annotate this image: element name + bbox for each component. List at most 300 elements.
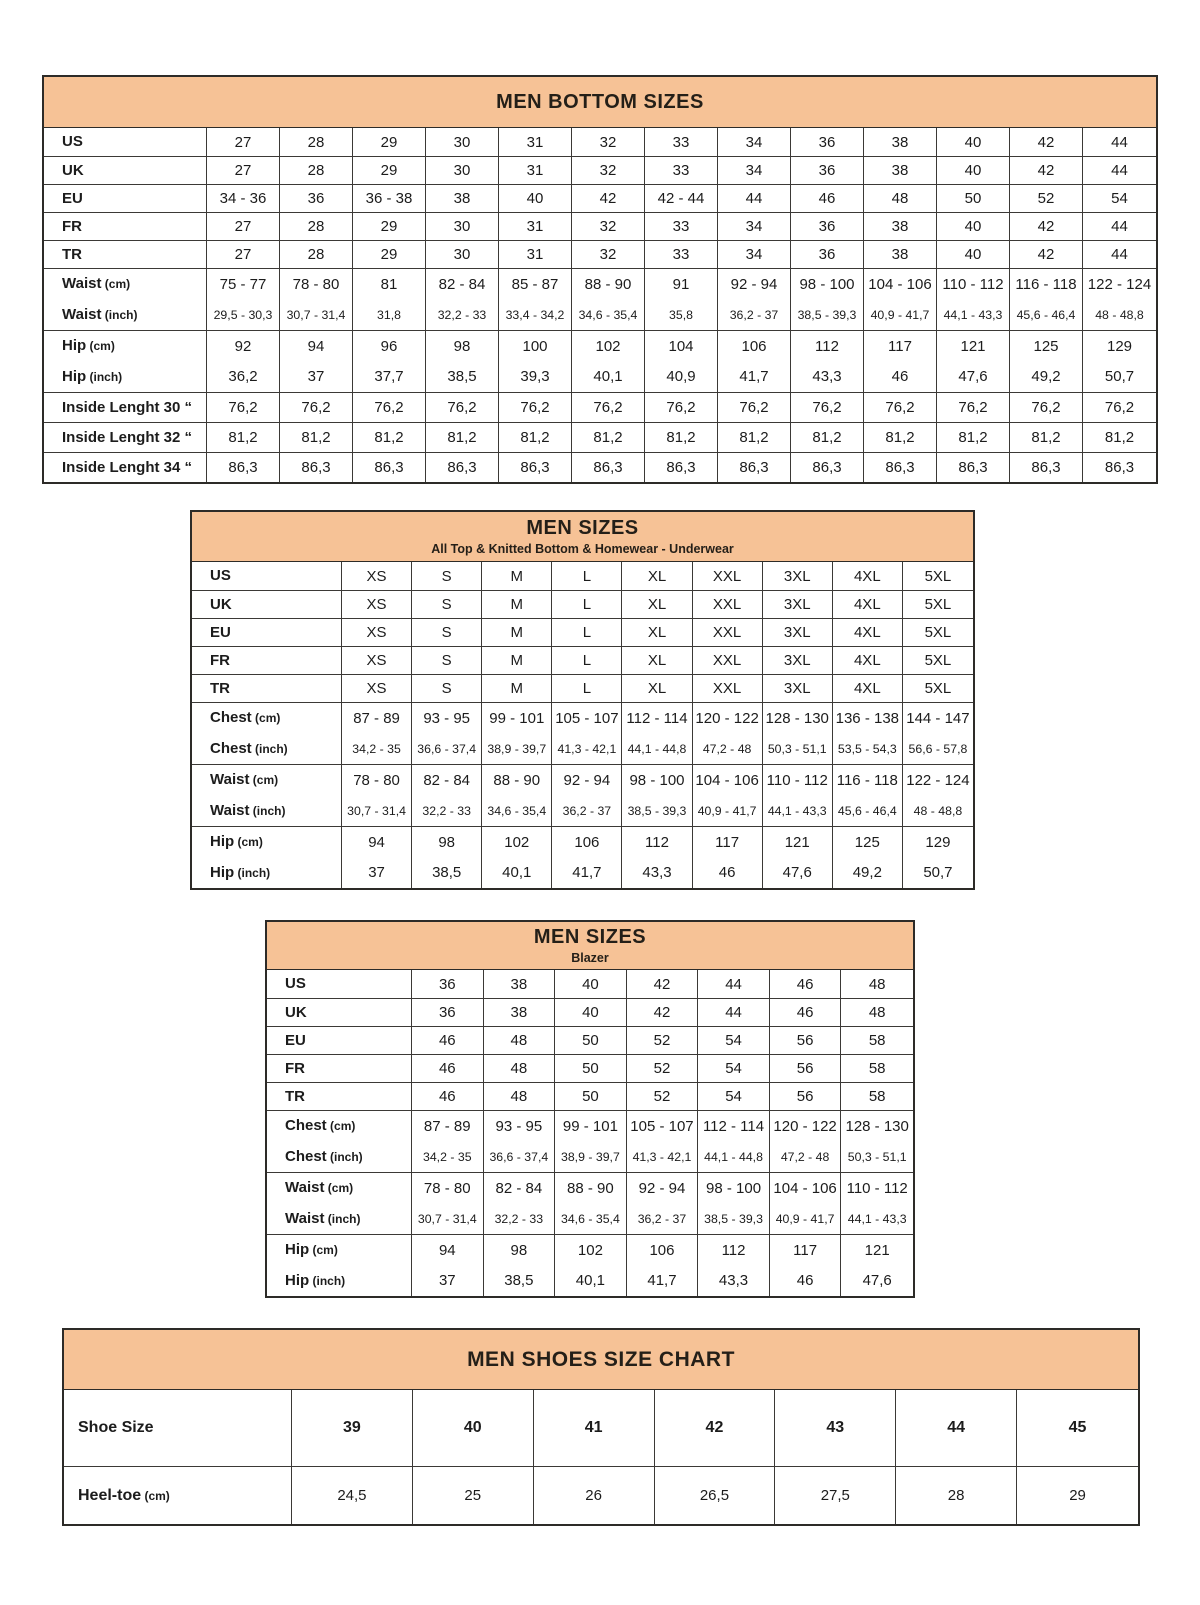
row-label: Chest (inch) — [267, 1141, 412, 1172]
table-cell: 81,2 — [791, 422, 864, 452]
row-label: UK — [192, 590, 342, 618]
table-cell: 125 — [833, 826, 903, 857]
table-cell: 76,2 — [937, 392, 1010, 422]
table-row-tr — [44, 240, 1156, 268]
table-cell: 38,5 - 39,3 — [698, 1203, 770, 1234]
table-row-us — [44, 128, 1156, 156]
table-row-tr — [192, 674, 973, 702]
table-cell: 38 — [864, 156, 937, 184]
table-cell: 86,3 — [718, 452, 791, 482]
table-cell: 93 - 95 — [412, 702, 482, 733]
table-cell: 48 — [841, 998, 913, 1026]
table-cell: 122 - 124 — [903, 764, 973, 795]
table-cell: 34,2 - 35 — [342, 733, 412, 764]
table-cell: 106 — [627, 1234, 699, 1265]
table-cell: 112 - 114 — [622, 702, 692, 733]
table-cell: 38,5 — [484, 1265, 556, 1296]
table-cell: 50 — [555, 1082, 627, 1110]
table-cell: 98 - 100 — [622, 764, 692, 795]
table-cell: 86,3 — [499, 452, 572, 482]
table-header — [267, 922, 913, 970]
table-cell: 98 — [426, 330, 499, 361]
table-cell: 53,5 - 54,3 — [833, 733, 903, 764]
table-cell: 44 — [896, 1390, 1017, 1466]
table-cell: 44 — [1083, 240, 1156, 268]
table-cell: XL — [622, 674, 692, 702]
table-cell: 81,2 — [353, 422, 426, 452]
table-cell: 81,2 — [864, 422, 937, 452]
table-cell: 50 — [555, 1054, 627, 1082]
table-cell: 40 — [555, 998, 627, 1026]
table-cell: 45 — [1068, 1419, 1087, 1436]
table-cell: 36 — [791, 212, 864, 240]
table-cell: 44 — [1083, 156, 1156, 184]
table-cell: 42 — [572, 184, 645, 212]
table-cell: S — [412, 590, 482, 618]
table-cell: 52 — [1010, 184, 1083, 212]
table-cell: 3XL — [763, 590, 833, 618]
table-cell: 40 — [555, 970, 627, 998]
table-cell: 104 - 106 — [770, 1172, 842, 1203]
table-cell: 81,2 — [280, 422, 353, 452]
table-title: MEN SIZES — [533, 926, 647, 948]
table-cell: 43 — [775, 1390, 896, 1466]
table-cell: 121 — [937, 330, 1010, 361]
table-cell: 44,1 - 44,8 — [622, 733, 692, 764]
table-cell: 30,7 - 31,4 — [280, 299, 353, 330]
table-cell: L — [552, 618, 622, 646]
table-cell: 129 — [1083, 330, 1156, 361]
table-cell: 41,7 — [627, 1265, 699, 1296]
row-label: UK — [267, 998, 412, 1026]
table-cell: L — [552, 646, 622, 674]
table-cell: 112 — [698, 1234, 770, 1265]
table-cell: 87 - 89 — [342, 702, 412, 733]
table-cell: 54 — [698, 1054, 770, 1082]
table-cell: 3XL — [763, 618, 833, 646]
table-cell: 26 — [534, 1466, 655, 1524]
table-cell: 50,3 - 51,1 — [847, 1149, 907, 1164]
table-cell: 36 — [791, 156, 864, 184]
table-subtitle: All Top & Knitted Bottom & Homewear - Underwear — [431, 542, 734, 556]
table-cell: 42 — [627, 998, 699, 1026]
table-cell: 85 - 87 — [499, 268, 572, 299]
table-cell: 78 - 80 — [280, 268, 353, 299]
table-cell: 76,2 — [791, 392, 864, 422]
men-sizes-blazer-table — [265, 920, 915, 1298]
table-cell: 44 — [1083, 212, 1156, 240]
table-cell: 76,2 — [207, 392, 280, 422]
table-cell: 47,2 - 48 — [693, 733, 763, 764]
table-row-fr — [267, 1054, 913, 1082]
table-cell: 30,7 - 31,4 — [342, 795, 412, 826]
table-cell: 39 — [292, 1390, 413, 1466]
table-cell: 76,2 — [1083, 392, 1156, 422]
row-label: Hip (inch) — [267, 1265, 412, 1296]
row-label: EU — [267, 1026, 412, 1054]
table-cell: 28 — [896, 1466, 1017, 1524]
table-cell: 105 - 107 — [627, 1110, 699, 1141]
table-row-eu — [267, 1026, 913, 1054]
table-cell: 81,2 — [426, 422, 499, 452]
table-cell: 86,3 — [864, 452, 937, 482]
row-label: Chest (cm) — [192, 702, 342, 733]
table-cell: 76,2 — [864, 392, 937, 422]
table-cell: 58 — [841, 1054, 913, 1082]
table-cell: 82 - 84 — [426, 268, 499, 299]
table-cell: 36 — [412, 998, 484, 1026]
table-cell: 136 - 138 — [833, 702, 903, 733]
table-cell: XXL — [693, 590, 763, 618]
table-cell: 46 — [770, 970, 842, 998]
table-cell: 112 - 114 — [698, 1110, 770, 1141]
table-cell: 88 - 90 — [482, 764, 552, 795]
table-cell: 121 — [763, 826, 833, 857]
table-cell: 128 - 130 — [763, 702, 833, 733]
table-cell: L — [552, 674, 622, 702]
table-cell: 46 — [412, 1054, 484, 1082]
table-cell: 31 — [499, 156, 572, 184]
table-cell: XS — [342, 562, 412, 590]
table-cell: 75 - 77 — [207, 268, 280, 299]
table-cell: 99 - 101 — [555, 1110, 627, 1141]
table-cell: 34 — [718, 128, 791, 156]
table-cell: 104 — [645, 330, 718, 361]
table-row-waist-cm — [192, 764, 973, 795]
table-cell: 56,6 - 57,8 — [908, 741, 968, 756]
table-cell: 38,5 - 39,3 — [622, 795, 692, 826]
table-row-chest-cm — [267, 1110, 913, 1141]
table-title: MEN SIZES — [526, 517, 639, 539]
table-cell: 42 — [1010, 212, 1083, 240]
table-row-waist-inch — [267, 1203, 913, 1234]
table-row-fr — [44, 212, 1156, 240]
row-label: Hip (inch) — [192, 857, 342, 888]
table-cell: 48 - 48,8 — [1095, 307, 1144, 322]
table-cell: 40,9 - 41,7 — [770, 1203, 842, 1234]
table-cell: 125 — [1010, 330, 1083, 361]
table-cell: 100 — [499, 330, 572, 361]
table-cell: 33 — [645, 240, 718, 268]
table-cell: 29 — [353, 156, 426, 184]
table-header — [192, 512, 973, 562]
table-cell: 120 - 122 — [770, 1110, 842, 1141]
table-cell: 120 - 122 — [693, 702, 763, 733]
table-cell: 49,2 — [833, 857, 903, 888]
table-cell: 44,1 - 43,3 — [847, 1211, 907, 1226]
table-cell: 144 - 147 — [903, 702, 973, 733]
table-cell: 117 — [770, 1234, 842, 1265]
table-cell: 36,2 - 37 — [627, 1203, 699, 1234]
table-cell: 37 — [412, 1265, 484, 1296]
table-cell: 94 — [412, 1234, 484, 1265]
size-table — [64, 1390, 1138, 1524]
row-label: UK — [44, 156, 207, 184]
table-cell: XXL — [693, 618, 763, 646]
table-cell: 5XL — [903, 618, 973, 646]
table-cell: 36,2 — [207, 361, 280, 392]
table-cell: 86,3 — [353, 452, 426, 482]
row-label: Hip (cm) — [267, 1234, 412, 1265]
table-cell: 52 — [627, 1082, 699, 1110]
row-label: US — [267, 970, 412, 998]
table-cell: 30 — [426, 128, 499, 156]
table-cell: 31 — [499, 212, 572, 240]
row-label: FR — [44, 212, 207, 240]
table-cell: 78 - 80 — [342, 764, 412, 795]
table-cell: 27 — [207, 240, 280, 268]
table-cell: 30 — [426, 212, 499, 240]
table-cell: 28 — [280, 240, 353, 268]
table-row-hip-cm — [44, 330, 1156, 361]
table-cell: 40 — [937, 240, 1010, 268]
table-cell: 42 — [1010, 156, 1083, 184]
table-cell: 33 — [645, 212, 718, 240]
table-cell: 32,2 - 33 — [426, 299, 499, 330]
table-cell: 40,1 — [482, 857, 552, 888]
table-cell: 40 — [937, 156, 1010, 184]
table-cell: 93 - 95 — [484, 1110, 556, 1141]
row-label: Waist (inch) — [44, 299, 207, 330]
table-cell: 5XL — [903, 674, 973, 702]
table-cell: 94 — [342, 826, 412, 857]
table-cell: 3XL — [763, 562, 833, 590]
table-cell: 25 — [413, 1466, 534, 1524]
table-cell: 86,3 — [645, 452, 718, 482]
table-cell: 44,1 - 44,8 — [698, 1141, 770, 1172]
table-cell: 27 — [207, 212, 280, 240]
table-row-chest-inch — [192, 733, 973, 764]
row-label: Inside Lenght 34 “ — [44, 452, 207, 482]
table-cell: 40 — [413, 1390, 534, 1466]
table-row-eu — [44, 184, 1156, 212]
table-cell: 29 — [353, 212, 426, 240]
table-cell: 42 — [1010, 128, 1083, 156]
table-cell: 46 — [770, 1265, 842, 1296]
table-cell: 81,2 — [1010, 422, 1083, 452]
table-row-waist-cm — [44, 268, 1156, 299]
table-row-uk — [192, 590, 973, 618]
men-bottom-sizes-table — [42, 75, 1158, 484]
row-label: Waist (inch) — [267, 1203, 412, 1234]
table-cell: 81,2 — [572, 422, 645, 452]
table-cell: 28 — [280, 212, 353, 240]
table-row-waist-inch — [192, 795, 973, 826]
table-cell: 54 — [1083, 184, 1156, 212]
table-cell: 29 — [353, 128, 426, 156]
table-cell: 128 - 130 — [841, 1110, 913, 1141]
table-cell: 56 — [770, 1054, 842, 1082]
table-cell: 76,2 — [426, 392, 499, 422]
table-cell: 41,3 - 42,1 — [552, 733, 622, 764]
table-cell: 34,6 - 35,4 — [555, 1203, 627, 1234]
table-row-inside-lenght-30 — [44, 392, 1156, 422]
table-cell: 112 — [791, 330, 864, 361]
table-cell: 33 — [645, 128, 718, 156]
table-cell: 54 — [698, 1026, 770, 1054]
table-cell: M — [482, 618, 552, 646]
table-cell: 88 - 90 — [572, 268, 645, 299]
table-cell: XL — [622, 618, 692, 646]
table-cell: 106 — [552, 826, 622, 857]
table-cell: 96 — [353, 330, 426, 361]
table-cell: 38,5 — [426, 361, 499, 392]
row-label: US — [192, 562, 342, 590]
table-cell: 46 — [791, 184, 864, 212]
table-cell: 87 - 89 — [412, 1110, 484, 1141]
table-cell: S — [412, 618, 482, 646]
table-cell: S — [412, 674, 482, 702]
table-cell: 41,3 - 42,1 — [627, 1141, 699, 1172]
table-cell: 41,7 — [718, 361, 791, 392]
table-cell: 102 — [572, 330, 645, 361]
table-cell: 4XL — [833, 674, 903, 702]
size-table — [44, 128, 1156, 482]
row-label: Heel-toe (cm) — [64, 1466, 292, 1524]
table-cell: 32,2 - 33 — [412, 795, 482, 826]
table-cell: XXL — [693, 674, 763, 702]
row-label: US — [44, 128, 207, 156]
table-cell: 34,2 - 35 — [412, 1141, 484, 1172]
table-cell: 34 — [718, 212, 791, 240]
table-row-shoe-size — [64, 1390, 1138, 1466]
table-cell: 56 — [770, 1082, 842, 1110]
table-cell: 47,6 — [862, 1272, 892, 1289]
table-cell: 40 — [937, 212, 1010, 240]
table-cell: 38 — [864, 212, 937, 240]
table-cell: 82 - 84 — [412, 764, 482, 795]
table-cell: 38 — [864, 240, 937, 268]
table-cell: 30 — [426, 156, 499, 184]
table-cell: 86,3 — [1010, 452, 1083, 482]
table-row-chest-cm — [192, 702, 973, 733]
row-label: Hip (cm) — [192, 826, 342, 857]
table-cell: 30 — [426, 240, 499, 268]
table-cell: 86,3 — [426, 452, 499, 482]
table-cell: 98 — [484, 1234, 556, 1265]
table-cell: 46 — [864, 361, 937, 392]
table-cell: 34,6 - 35,4 — [482, 795, 552, 826]
table-cell: 116 - 118 — [1010, 268, 1083, 299]
table-cell: 86,3 — [207, 452, 280, 482]
table-cell: 117 — [693, 826, 763, 857]
table-cell: 81 — [353, 268, 426, 299]
table-row-hip-cm — [267, 1234, 913, 1265]
table-row-heel-toe-cm — [64, 1466, 1138, 1524]
men-shoes-size-chart-table — [62, 1328, 1140, 1526]
table-cell: 46 — [412, 1026, 484, 1054]
table-cell: 41,7 — [552, 857, 622, 888]
table-cell: 48 — [484, 1054, 556, 1082]
table-header — [44, 77, 1156, 128]
table-cell: 24,5 — [292, 1466, 413, 1524]
table-row-us — [267, 970, 913, 998]
table-cell: 56 — [770, 1026, 842, 1054]
table-cell: 37 — [280, 361, 353, 392]
table-cell: 36,6 - 37,4 — [484, 1141, 556, 1172]
table-cell: 36 - 38 — [353, 184, 426, 212]
table-cell: 81,2 — [937, 422, 1010, 452]
table-row-hip-inch — [44, 361, 1156, 392]
table-cell: 52 — [627, 1026, 699, 1054]
row-label: TR — [192, 674, 342, 702]
table-cell: 110 - 112 — [841, 1172, 913, 1203]
table-cell: 52 — [627, 1054, 699, 1082]
table-cell: 81,2 — [1083, 422, 1156, 452]
table-cell: 42 — [627, 970, 699, 998]
row-label: Hip (inch) — [44, 361, 207, 392]
table-cell: 98 - 100 — [698, 1172, 770, 1203]
row-label: FR — [192, 646, 342, 674]
table-cell: 38 — [484, 970, 556, 998]
table-cell: 122 - 124 — [1083, 268, 1156, 299]
row-label: Shoe Size — [64, 1390, 292, 1466]
table-cell: 39,3 — [499, 361, 572, 392]
row-label: Waist (cm) — [44, 268, 207, 299]
table-cell: 121 — [841, 1234, 913, 1265]
table-cell: 47,6 — [937, 361, 1010, 392]
table-cell: 49,2 — [1010, 361, 1083, 392]
table-cell: 92 - 94 — [552, 764, 622, 795]
table-row-fr — [192, 646, 973, 674]
men-sizes-top-knitted-table — [190, 510, 975, 890]
table-cell: 36 — [791, 240, 864, 268]
table-cell: 38,5 - 39,3 — [791, 299, 864, 330]
table-cell: 86,3 — [572, 452, 645, 482]
table-cell: 106 — [718, 330, 791, 361]
table-cell: 129 — [903, 826, 973, 857]
table-cell: 48 - 48,8 — [913, 803, 963, 818]
table-cell: 32,2 - 33 — [484, 1203, 556, 1234]
table-cell: 92 - 94 — [718, 268, 791, 299]
table-cell: 29 — [353, 240, 426, 268]
table-cell: 46 — [412, 1082, 484, 1110]
table-cell: 29 — [1017, 1466, 1138, 1524]
size-table — [192, 562, 973, 888]
table-cell: XS — [342, 618, 412, 646]
table-cell: 76,2 — [645, 392, 718, 422]
row-label: EU — [192, 618, 342, 646]
table-cell: 31 — [499, 240, 572, 268]
table-cell: 92 - 94 — [627, 1172, 699, 1203]
table-cell: 112 — [622, 826, 692, 857]
row-label: Waist (inch) — [192, 795, 342, 826]
table-row-waist-cm — [267, 1172, 913, 1203]
table-cell: 86,3 — [937, 452, 1010, 482]
table-cell: 76,2 — [572, 392, 645, 422]
table-cell: 33 — [645, 156, 718, 184]
table-cell: 99 - 101 — [482, 702, 552, 733]
table-cell: 88 - 90 — [555, 1172, 627, 1203]
table-cell: 54 — [698, 1082, 770, 1110]
row-label: Hip (cm) — [44, 330, 207, 361]
table-row-inside-lenght-32 — [44, 422, 1156, 452]
table-cell: 46 — [770, 998, 842, 1026]
table-cell: 4XL — [833, 618, 903, 646]
table-cell: 76,2 — [1010, 392, 1083, 422]
table-title: MEN SHOES SIZE CHART — [467, 1347, 735, 1371]
table-row-eu — [192, 618, 973, 646]
table-cell: 116 - 118 — [833, 764, 903, 795]
table-cell: 36,2 - 37 — [552, 795, 622, 826]
table-row-chest-inch — [267, 1141, 913, 1172]
table-row-waist-inch — [44, 299, 1156, 330]
table-cell: 28 — [280, 156, 353, 184]
table-cell: 50,7 — [1104, 368, 1135, 385]
table-cell: 36,6 - 37,4 — [412, 733, 482, 764]
table-cell: 32 — [572, 156, 645, 184]
row-label: TR — [44, 240, 207, 268]
